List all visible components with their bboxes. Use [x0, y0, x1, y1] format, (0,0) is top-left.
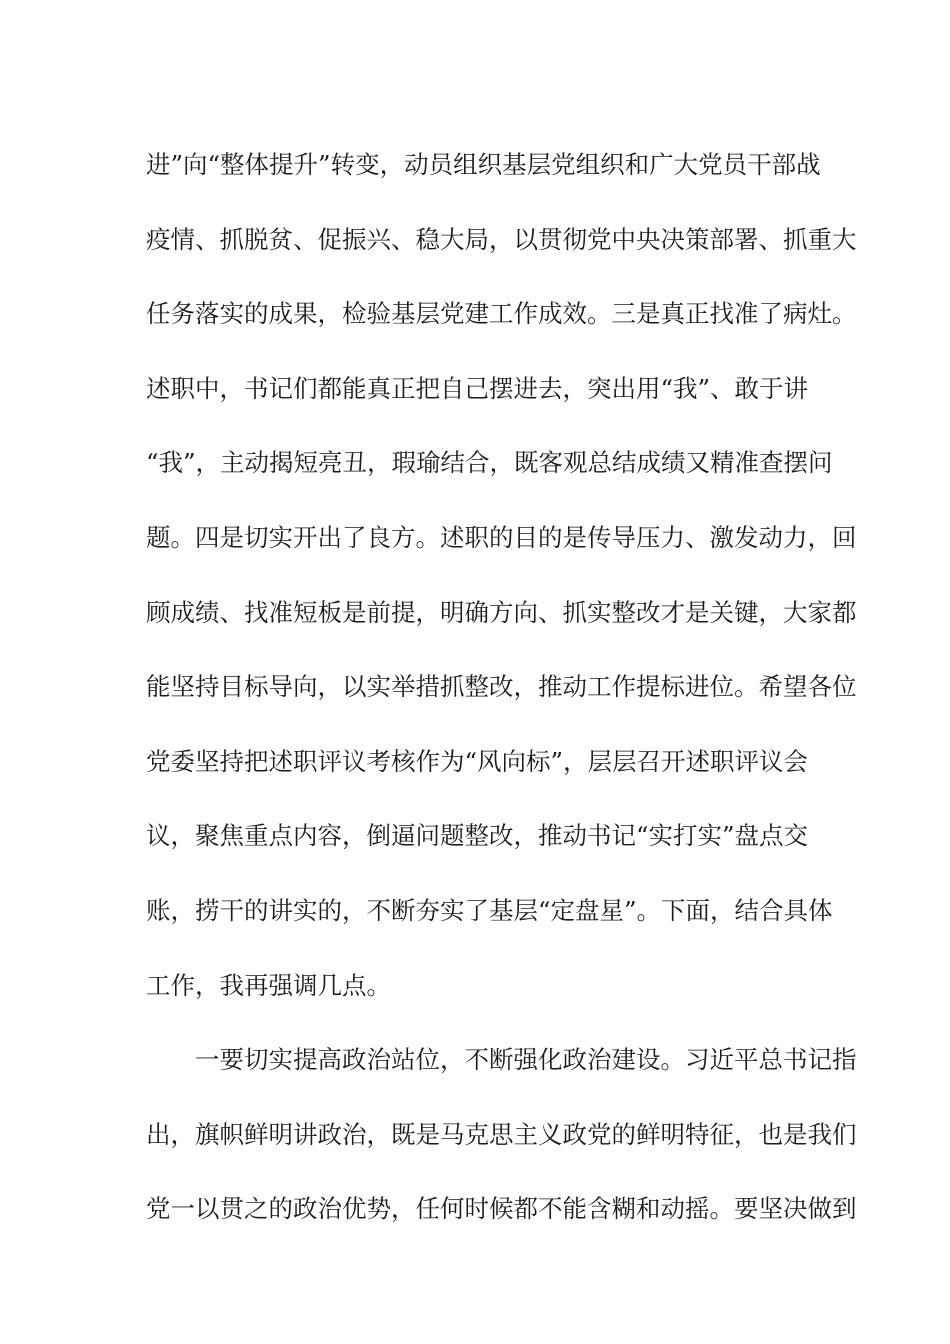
text-line-3: 任务落实的成果，检验基层党建工作成效。三是真正找准了病灶。 — [146, 299, 857, 329]
paragraph-start-line: 一要切实提高政治站位，不断强化政治建设。习近平总书记指 — [195, 1045, 857, 1075]
text-line-15: 党一以贯之的政治优势，任何时候都不能含糊和动摇。要坚决做到 — [146, 1194, 857, 1224]
text-line-6: 题。四是切实开出了良方。述职的目的是传导压力、激发动力，回 — [146, 522, 857, 552]
body-text — [146, 128, 857, 1247]
text-line-5: “我”，主动揭短亮丑，瑕瑜结合，既客观总结成绩又精准查摆问 — [146, 448, 833, 478]
text-line-4: 述职中，书记们都能真正把自己摆进去，突出用“我”、敢于讲 — [146, 373, 809, 403]
text-line-10: 议，聚焦重点内容，倒逼问题整改，推动书记“实打实”盘点交 — [146, 821, 809, 851]
text-line-1: 进”向“整体提升”转变，动员组织基层党组织和广大党员干部战 — [146, 150, 821, 179]
text-line-9: 党委坚持把述职评议考核作为“风向标”，层层召开述职评议会 — [146, 746, 809, 776]
text-line-7: 顾成绩、找准短板是前提，明确方向、抓实整改才是关键，大家都 — [146, 597, 857, 627]
text-line-14: 出，旗帜鲜明讲政治，既是马克思主义政党的鲜明特征，也是我们 — [146, 1119, 857, 1149]
text-line-2: 疫情、抓脱贫、促振兴、稳大局，以贯彻党中央决策部署、抓重大 — [146, 224, 857, 254]
text-line-11: 账，捞干的讲实的，不断夯实了基层“定盘星”。下面，结合具体 — [146, 895, 833, 925]
text-line-8: 能坚持目标导向，以实举措抓整改，推动工作提标进位。希望各位 — [146, 672, 857, 702]
paragraph-end-line: 工作，我再强调几点。 — [146, 970, 391, 1000]
